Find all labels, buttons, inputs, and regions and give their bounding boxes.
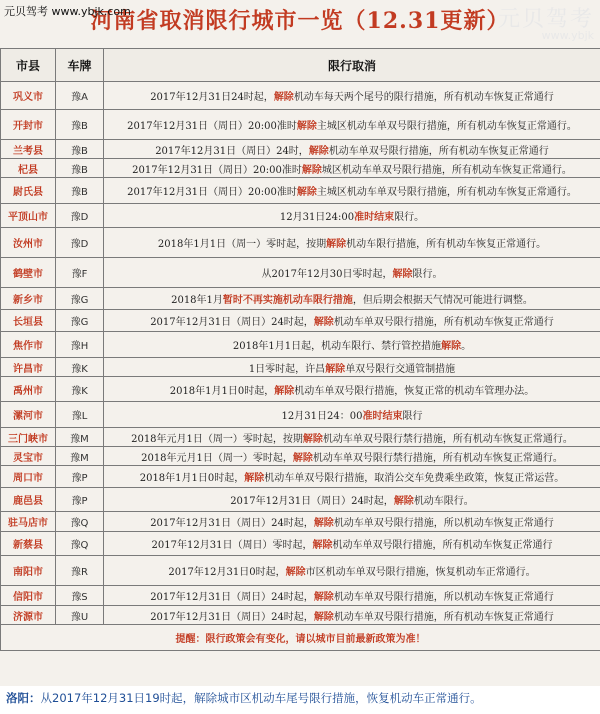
table-row bbox=[1, 358, 600, 377]
plate-cell: 豫B bbox=[56, 140, 104, 159]
watermark-brand: 元贝驾考 bbox=[497, 7, 594, 32]
city-cell: 南阳市 bbox=[1, 556, 56, 586]
city-cell: 兰考县 bbox=[1, 140, 56, 159]
policy-cell: 2017年12月31日（周日）零时起，解除机动车单双号限行措施，所有机动车恢复正常通行 bbox=[104, 532, 600, 556]
plate-cell: 豫U bbox=[56, 606, 104, 625]
table-row bbox=[1, 288, 600, 310]
city-cell: 漯河市 bbox=[1, 402, 56, 428]
policy-cell: 12月31日24：00准时结束限行 bbox=[104, 402, 600, 428]
plate-cell: 豫S bbox=[56, 586, 104, 606]
city-cell: 鹿邑县 bbox=[1, 488, 56, 512]
plate-cell: 豫P bbox=[56, 466, 104, 488]
plate-cell: 豫R bbox=[56, 556, 104, 586]
plate-cell: 豫M bbox=[56, 447, 104, 466]
policy-cell: 从2017年12月30日零时起，解除限行。 bbox=[104, 258, 600, 288]
city-cell: 焦作市 bbox=[1, 332, 56, 358]
table-row bbox=[1, 488, 600, 512]
policy-cell: 2017年12月31日（周日）24时起，解除机动车限行。 bbox=[104, 488, 600, 512]
table-row bbox=[1, 447, 600, 466]
column-header-city: 市县 bbox=[1, 49, 56, 82]
watermark-top-right bbox=[498, 2, 594, 42]
watermark-url: www.ybjk bbox=[541, 29, 594, 42]
policy-cell: 2018年1月1日起，机动车限行、禁行管控措施解除。 bbox=[104, 332, 600, 358]
policy-cell: 2018年元月1日（周一）零时起，按期解除机动车单双号限行禁行措施，所有机动车恢复正常通行。 bbox=[104, 428, 600, 447]
policy-cell: 2017年12月31日（周日）20:00准时解除主城区机动车单双号限行措施，所有机动车恢复正常通行。 bbox=[104, 178, 600, 204]
plate-cell: 豫K bbox=[56, 377, 104, 402]
table-row bbox=[1, 204, 600, 228]
tip-row bbox=[1, 625, 600, 651]
plate-cell: 豫K bbox=[56, 358, 104, 377]
table-row bbox=[1, 402, 600, 428]
city-cell: 周口市 bbox=[1, 466, 56, 488]
column-header-policy: 限行取消 bbox=[104, 49, 600, 82]
table-row bbox=[1, 428, 600, 447]
footer-note bbox=[6, 690, 482, 706]
plate-cell: 豫G bbox=[56, 310, 104, 332]
city-cell: 长垣县 bbox=[1, 310, 56, 332]
page-title: 河南省取消限行城市一览（12.31更新） bbox=[90, 8, 510, 34]
city-cell: 杞县 bbox=[1, 159, 56, 178]
policy-cell: 2017年12月31日24时起，解除机动车每天两个尾号的限行措施，所有机动车恢复正常通行 bbox=[104, 82, 600, 110]
table-row bbox=[1, 466, 600, 488]
table-row bbox=[1, 140, 600, 159]
table-row bbox=[1, 606, 600, 625]
table-row bbox=[1, 512, 600, 532]
policy-cell: 2017年12月31日（周日）24时起，解除机动车单双号限行措施，所以机动车恢复正常通行 bbox=[104, 586, 600, 606]
plate-cell: 豫B bbox=[56, 110, 104, 140]
plate-cell: 豫B bbox=[56, 159, 104, 178]
column-header-plate: 车牌 bbox=[56, 49, 104, 82]
city-cell: 三门峡市 bbox=[1, 428, 56, 447]
city-cell: 新乡市 bbox=[1, 288, 56, 310]
tip-text: 提醒：限行政策会有变化，请以城市目前最新政策为准！ bbox=[1, 625, 600, 651]
footer-text: 从2017年12月31日19时起，解除城市区机动车尾号限行措施，恢复机动车正常通行。 bbox=[40, 691, 482, 705]
policy-cell: 2017年12月31日0时起，解除市区机动车单双号限行措施，恢复机动车正常通行。 bbox=[104, 556, 600, 586]
city-cell: 信阳市 bbox=[1, 586, 56, 606]
policy-cell: 2017年12月31日（周日）24时起，解除机动车单双号限行措施，所以机动车恢复正常通行 bbox=[104, 512, 600, 532]
table-row bbox=[1, 310, 600, 332]
plate-cell: 豫B bbox=[56, 178, 104, 204]
city-cell: 汝州市 bbox=[1, 228, 56, 258]
policy-cell: 2018年1月1日0时起，解除机动车单双号限行措施，恢复正常的机动车管理办法。 bbox=[104, 377, 600, 402]
city-cell: 开封市 bbox=[1, 110, 56, 140]
policy-cell: 2018年1月1日0时起，解除机动车单双号限行措施，取消公交车免费乘坐政策，恢复正常运营。 bbox=[104, 466, 600, 488]
city-cell: 驻马店市 bbox=[1, 512, 56, 532]
table-row bbox=[1, 532, 600, 556]
city-cell: 鹤壁市 bbox=[1, 258, 56, 288]
plate-cell: 豫F bbox=[56, 258, 104, 288]
policy-cell: 2018年1月暂时不再实施机动车限行措施，但后期会根据天气情况可能进行调整。 bbox=[104, 288, 600, 310]
table-row bbox=[1, 377, 600, 402]
table-row bbox=[1, 586, 600, 606]
table-header-row bbox=[1, 49, 600, 82]
policy-cell: 1日零时起，许昌解除单双号限行交通管制措施 bbox=[104, 358, 600, 377]
city-cell: 灵宝市 bbox=[1, 447, 56, 466]
policy-cell: 2017年12月31日（周日）20:00准时解除主城区机动车单双号限行措施，所有机动车恢复正常通行。 bbox=[104, 110, 600, 140]
plate-cell: 豫P bbox=[56, 488, 104, 512]
plate-cell: 豫Q bbox=[56, 512, 104, 532]
table-row bbox=[1, 178, 600, 204]
city-cell: 尉氏县 bbox=[1, 178, 56, 204]
table-row bbox=[1, 82, 600, 110]
table-row bbox=[1, 332, 600, 358]
plate-cell: 豫G bbox=[56, 288, 104, 310]
city-cell: 新蔡县 bbox=[1, 532, 56, 556]
watermark-top-left: 元贝驾考 www.ybjk.com bbox=[4, 5, 131, 18]
policy-cell: 12月31日24:00准时结束限行。 bbox=[104, 204, 600, 228]
table-row bbox=[1, 258, 600, 288]
table-body bbox=[1, 82, 600, 651]
plate-cell: 豫D bbox=[56, 228, 104, 258]
plate-cell: 豫D bbox=[56, 204, 104, 228]
table-row bbox=[1, 556, 600, 586]
plate-cell: 豫A bbox=[56, 82, 104, 110]
table-row bbox=[1, 159, 600, 178]
city-policy-table bbox=[0, 48, 600, 651]
city-cell: 禹州市 bbox=[1, 377, 56, 402]
plate-cell: 豫L bbox=[56, 402, 104, 428]
policy-cell: 2017年12月31日（周日）24时起，解除机动车单双号限行措施，所有机动车恢复正常通行 bbox=[104, 310, 600, 332]
policy-cell: 2017年12月31日（周日）24时起，解除机动车单双号限行措施，所有机动车恢复正常通行 bbox=[104, 606, 600, 625]
policy-cell: 2018年元月1日（周一）零时起，解除机动车单双号限行禁行措施，所有机动车恢复正常通行。 bbox=[104, 447, 600, 466]
city-cell: 许昌市 bbox=[1, 358, 56, 377]
city-cell: 巩义市 bbox=[1, 82, 56, 110]
city-cell: 济源市 bbox=[1, 606, 56, 625]
plate-cell: 豫M bbox=[56, 428, 104, 447]
policy-cell: 2017年12月31日（周日）20:00准时解除城区机动车单双号限行措施，所有机动车恢复正常通行。 bbox=[104, 159, 600, 178]
table-row bbox=[1, 228, 600, 258]
policy-cell: 2017年12月31日（周日）24时，解除机动车单双号限行措施，所有机动车恢复正常通行 bbox=[104, 140, 600, 159]
table-row bbox=[1, 110, 600, 140]
policy-cell: 2018年1月1日（周一）零时起，按期解除机动车限行措施，所有机动车恢复正常通行。 bbox=[104, 228, 600, 258]
footer-city: 洛阳： bbox=[6, 691, 41, 705]
plate-cell: 豫H bbox=[56, 332, 104, 358]
plate-cell: 豫Q bbox=[56, 532, 104, 556]
city-cell: 平顶山市 bbox=[1, 204, 56, 228]
